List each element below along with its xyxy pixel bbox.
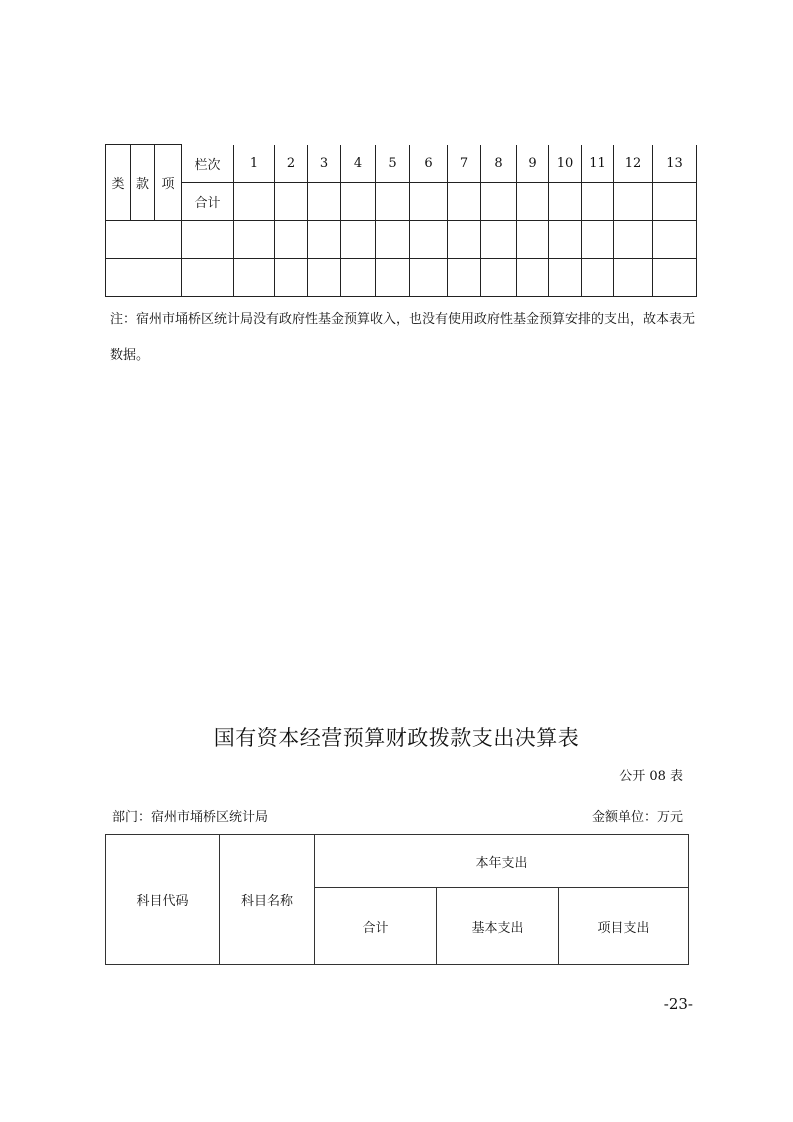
cell: [448, 220, 481, 258]
cell: [582, 220, 614, 258]
cell: [653, 258, 697, 296]
cell: [448, 182, 481, 220]
cell: [234, 220, 275, 258]
cell: [481, 258, 517, 296]
header-current-year-expenditure: 本年支出: [315, 835, 689, 888]
column-number: 11: [582, 145, 614, 183]
government-fund-table: [105, 144, 697, 297]
cell: [376, 182, 410, 220]
column-number: 1: [234, 145, 275, 183]
cell: [614, 182, 653, 220]
cell: [106, 258, 182, 296]
cell: [549, 220, 582, 258]
column-number: 5: [376, 145, 410, 183]
note-line-1: 注：宿州市埇桥区统计局没有政府性基金预算收入，也没有使用政府性基金预算安排的支出，故本表无: [110, 312, 696, 327]
cell: [549, 258, 582, 296]
cell: [614, 258, 653, 296]
state-capital-expenditure-table: [105, 834, 689, 965]
cell: [653, 182, 697, 220]
cell: [308, 258, 341, 296]
unit-label: 金额单位：万元: [591, 810, 683, 825]
cell: [275, 220, 308, 258]
cell: [376, 258, 410, 296]
header-subject-name: 科目名称: [220, 835, 315, 965]
header-basic-expenditure: 基本支出: [437, 888, 559, 965]
cell: [653, 220, 697, 258]
cell: [341, 182, 376, 220]
header-item: 项: [155, 145, 182, 221]
table-row: [106, 258, 697, 296]
column-number: 9: [517, 145, 549, 183]
header-subject-code: 科目代码: [106, 835, 220, 965]
column-number: 4: [341, 145, 376, 183]
department-label: 部门：宿州市埇桥区统计局: [112, 810, 269, 825]
column-number: 2: [275, 145, 308, 183]
cell: [517, 258, 549, 296]
column-number: 12: [614, 145, 653, 183]
header-project-expenditure: 项目支出: [559, 888, 689, 965]
cell: [341, 258, 376, 296]
header-class: 类: [106, 145, 131, 221]
cell: [234, 258, 275, 296]
cell: [614, 220, 653, 258]
cell: [376, 220, 410, 258]
cell: [582, 258, 614, 296]
cell: [182, 258, 234, 296]
cell: [308, 220, 341, 258]
cell: [275, 258, 308, 296]
header-column-no: 栏次: [182, 145, 234, 183]
cell: [481, 182, 517, 220]
cell: [517, 182, 549, 220]
page-number: -23-: [663, 995, 693, 1013]
page-title: 国有资本经营预算财政拨款支出决算表: [213, 726, 580, 750]
cell: [582, 182, 614, 220]
cell: [182, 220, 234, 258]
cell: [410, 258, 448, 296]
cell: [448, 258, 481, 296]
column-number: 6: [410, 145, 448, 183]
cell: [410, 220, 448, 258]
cell: [549, 182, 582, 220]
cell: [341, 220, 376, 258]
cell: [410, 182, 448, 220]
column-number: 10: [549, 145, 582, 183]
cell: [234, 182, 275, 220]
total-row: [106, 182, 697, 220]
header-section: 款: [131, 145, 155, 221]
column-number: 3: [308, 145, 341, 183]
total-label: 合计: [182, 182, 234, 220]
header-total: 合计: [315, 888, 437, 965]
table-row: [106, 220, 697, 258]
cell: [106, 220, 182, 258]
note-line-2: 数据。: [110, 348, 150, 363]
column-number: 7: [448, 145, 481, 183]
cell: [275, 182, 308, 220]
column-number: 13: [653, 145, 697, 183]
table-code: 公开 08 表: [619, 769, 683, 784]
column-number: 8: [481, 145, 517, 183]
cell: [481, 220, 517, 258]
cell: [517, 220, 549, 258]
cell: [308, 182, 341, 220]
